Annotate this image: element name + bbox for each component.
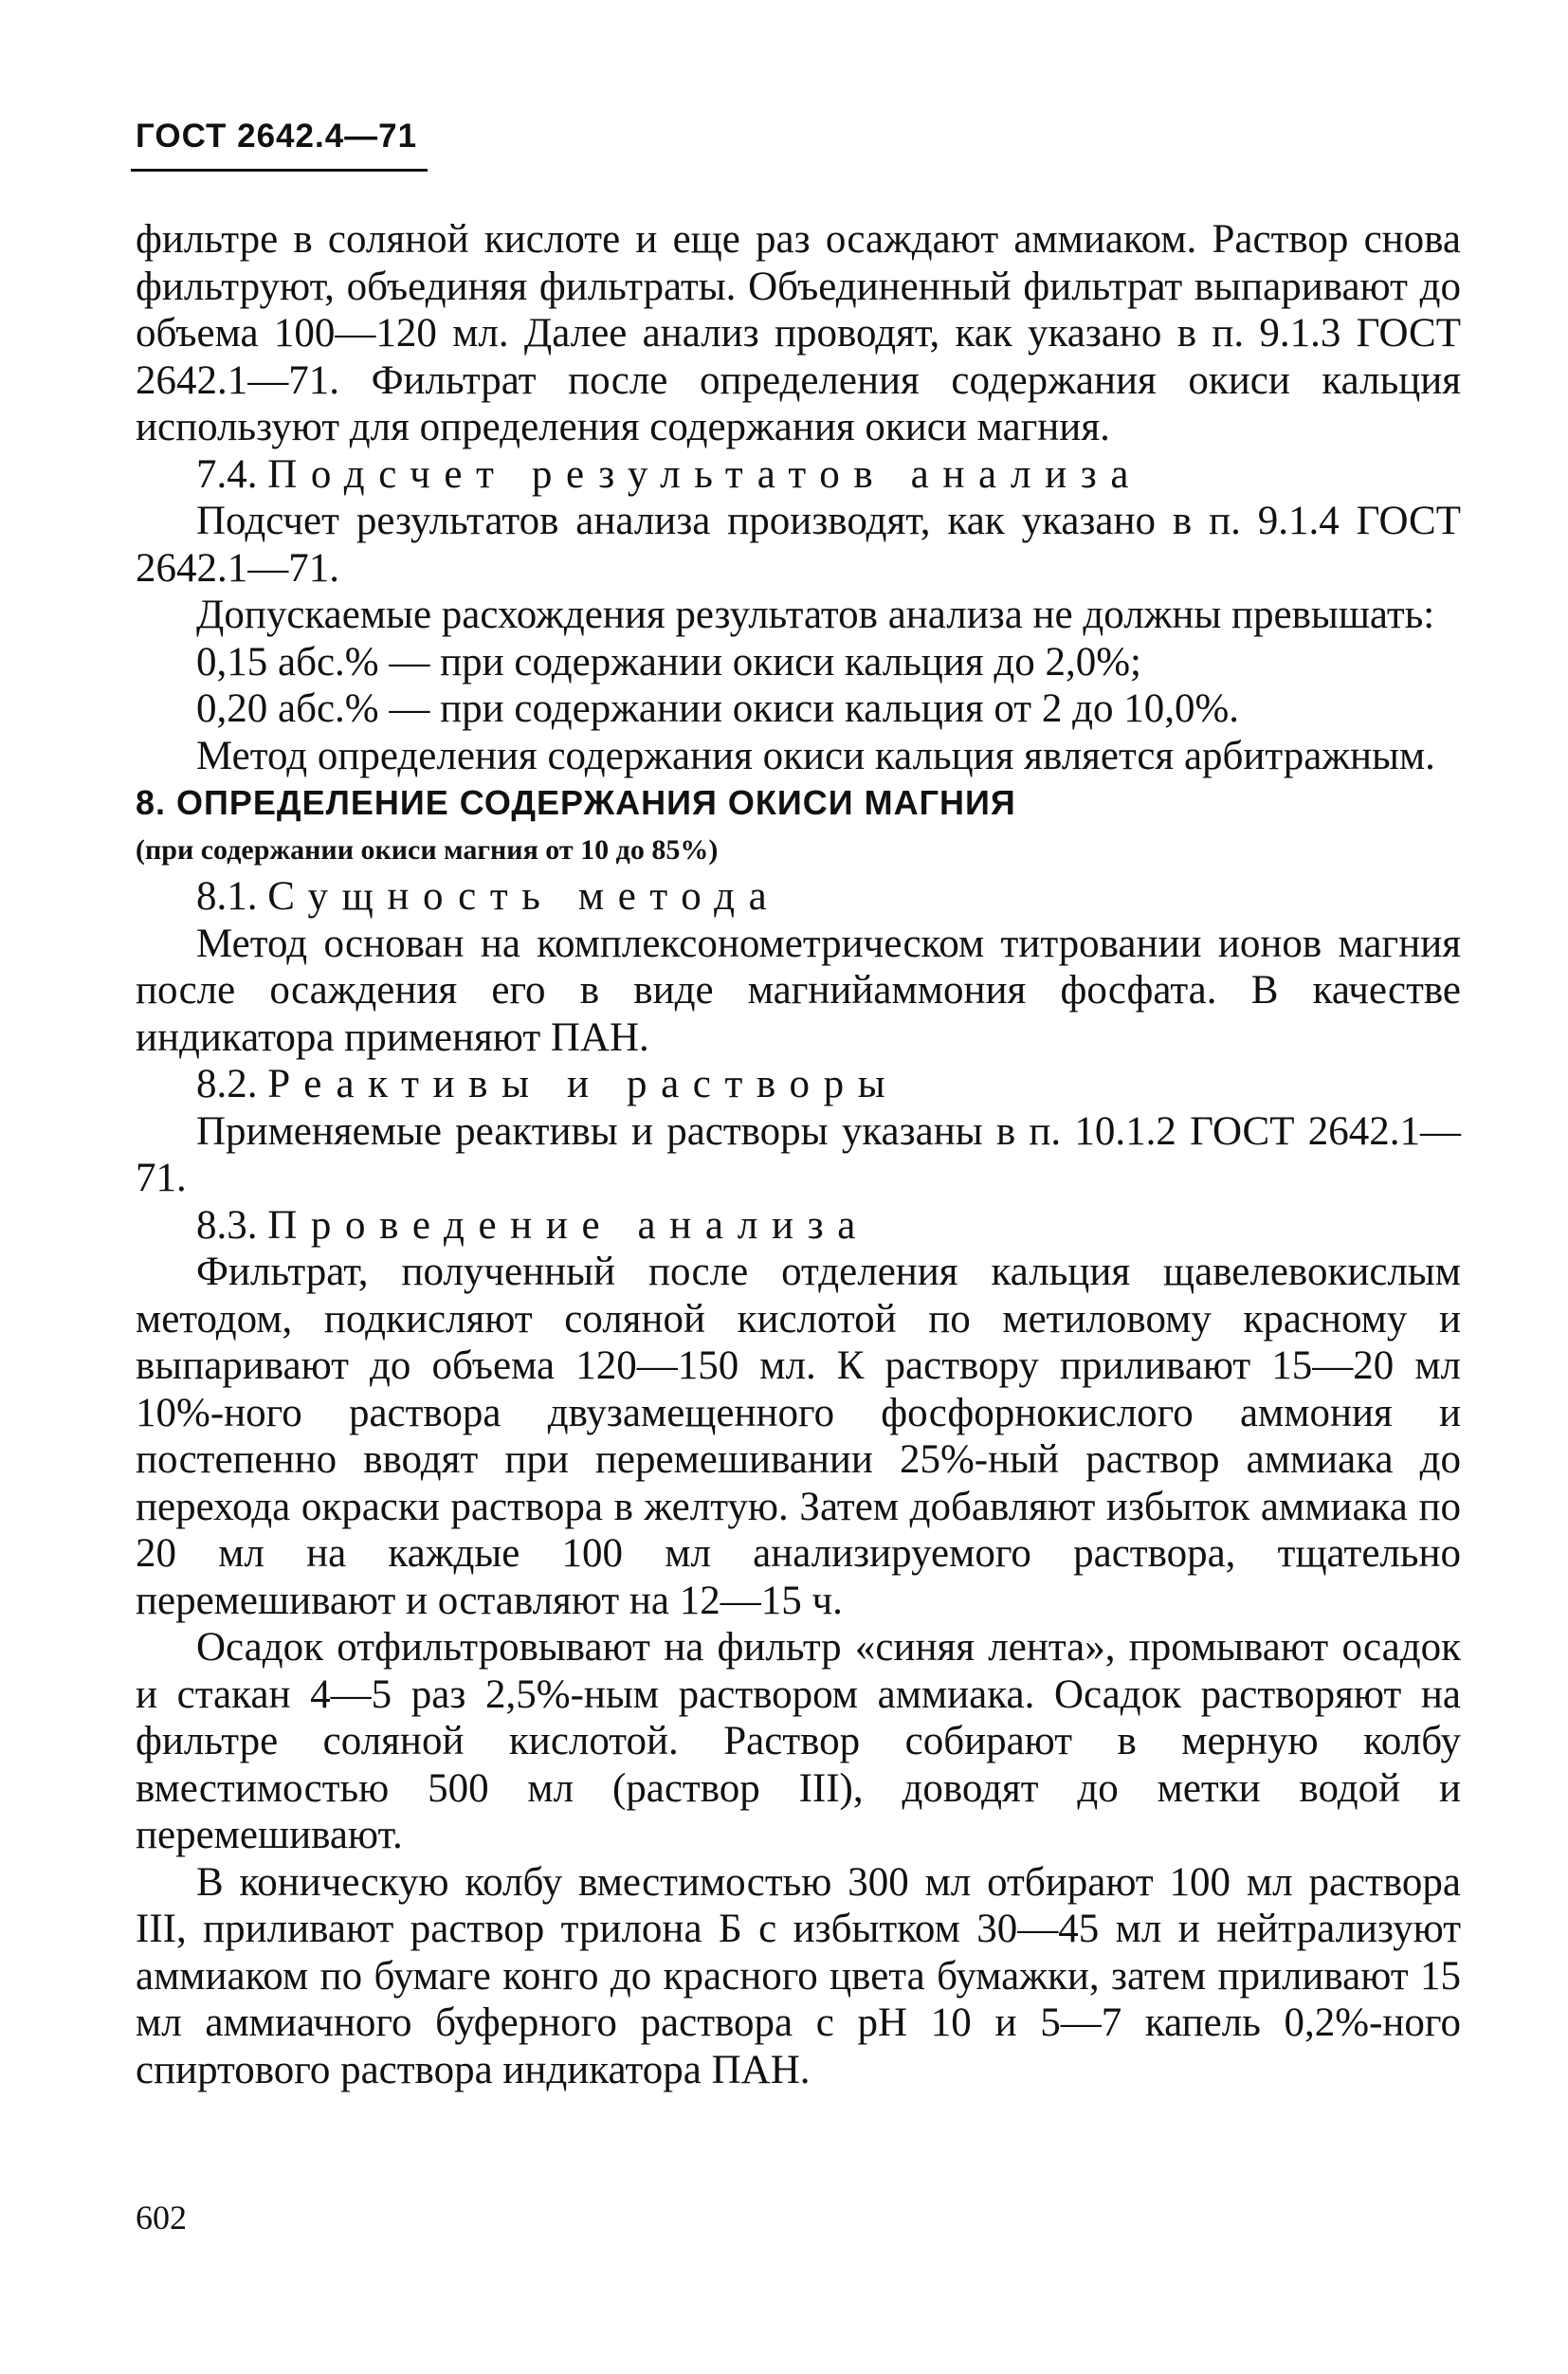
- document-body: [136, 216, 1461, 2093]
- list-item: 0,20 абс.% — при содержании окиси кальция от 2 до 10,0%.: [196, 686, 1240, 731]
- page-header: ГОСТ 2642.4—71: [136, 118, 418, 155]
- paragraph: фильтре в соляной кислоте и еще раз осаждают аммиаком. Раствор снова фильтруют, объединяя фильтраты. Объединенный фильтрат выпаривают до объема 100—120 мл. Далее анализ проводят, как указано в п. 9.1.3 ГОСТ 2642.1—71. Фильтрат после определения содержания окиси кальция используют для определения содержания окиси магния.: [136, 217, 1461, 449]
- paragraph: Осадок отфильтровывают на фильтр «синяя лента», промывают осадок и стакан 4—5 раз 2,5%-ным раствором аммиака. Осадок растворяют на фильтре соляной кислотой. Раствор собирают в мерную колбу вместимостью 500 мл (раствор III), доводят до метки водой и перемешивают.: [136, 1625, 1461, 1857]
- subsection-heading-7-4: [136, 451, 1461, 499]
- subsection-heading-8-2: [136, 1061, 1461, 1108]
- subsection-number: 7.4.: [196, 451, 258, 497]
- subsection-title: Сущность метода: [267, 874, 781, 919]
- subsection-title: Подсчет результатов анализа: [267, 451, 1143, 497]
- paragraph: Метод основан на комплексонометрическом титровании ионов магния после осаждения его в виде магнийаммония фосфата. В качестве индикатора применяют ПАН.: [136, 921, 1461, 1060]
- paragraph: Фильтрат, полученный после отделения кальция щавелевокислым методом, подкисляют соляной кислотой по метиловому красному и выпаривают до объема 120—150 мл. К раствору приливают 15—20 мл 10%-ного раствора двузамещенного фосфорнокислого аммония и постепенно вводят при перемешивании 25%-ный раствор аммиака до перехода окраски раствора в желтую. Затем добавляют избыток аммиака по 20 мл на каждые 100 мл анализируемого раствора, тщательно перемешивают и оставляют на 12—15 ч.: [136, 1250, 1461, 1623]
- subsection-number: 8.1.: [196, 874, 258, 919]
- section-title: 8. ОПРЕДЕЛЕНИЕ СОДЕРЖАНИЯ ОКИСИ МАГНИЯ: [136, 783, 1016, 822]
- page-number: 602: [136, 2199, 187, 2237]
- subsection-number: 8.3.: [196, 1202, 258, 1248]
- paragraph: Применяемые реактивы и растворы указаны в п. 10.1.2 ГОСТ 2642.1—71.: [136, 1108, 1461, 1200]
- subsection-heading-8-1: [136, 873, 1461, 921]
- subsection-number: 8.2.: [196, 1062, 258, 1106]
- paragraph: Допускаемые расхождения результатов анализа не должны превышать:: [196, 593, 1435, 637]
- list-item: 0,15 абс.% — при содержании окиси кальция до 2,0%;: [196, 639, 1141, 685]
- paragraph: В коническую колбу вместимостью 300 мл отбирают 100 мл раствора III, приливают раствор трилона Б с избытком 30—45 мл и нейтрализуют аммиаком по бумаге конго до красного цвета бумажки, затем приливают 15 мл аммиачного буферного раствора с рН 10 и 5—7 капель 0,2%-ного спиртового раствора индикатора ПАН.: [136, 1859, 1461, 2092]
- subsection-title: Реактивы и растворы: [267, 1062, 900, 1106]
- subsection-title: Проведение анализа: [267, 1202, 869, 1248]
- section-subtitle: (при содержании окиси магния от 10 до 85%): [136, 833, 719, 866]
- subsection-heading-8-3: [136, 1202, 1461, 1250]
- header-rule: [131, 169, 428, 172]
- paragraph: Подсчет результатов анализа производят, как указано в п. 9.1.4 ГОСТ 2642.1—71.: [136, 499, 1461, 591]
- paragraph: Метод определения содержания окиси кальция является арбитражным.: [196, 733, 1435, 778]
